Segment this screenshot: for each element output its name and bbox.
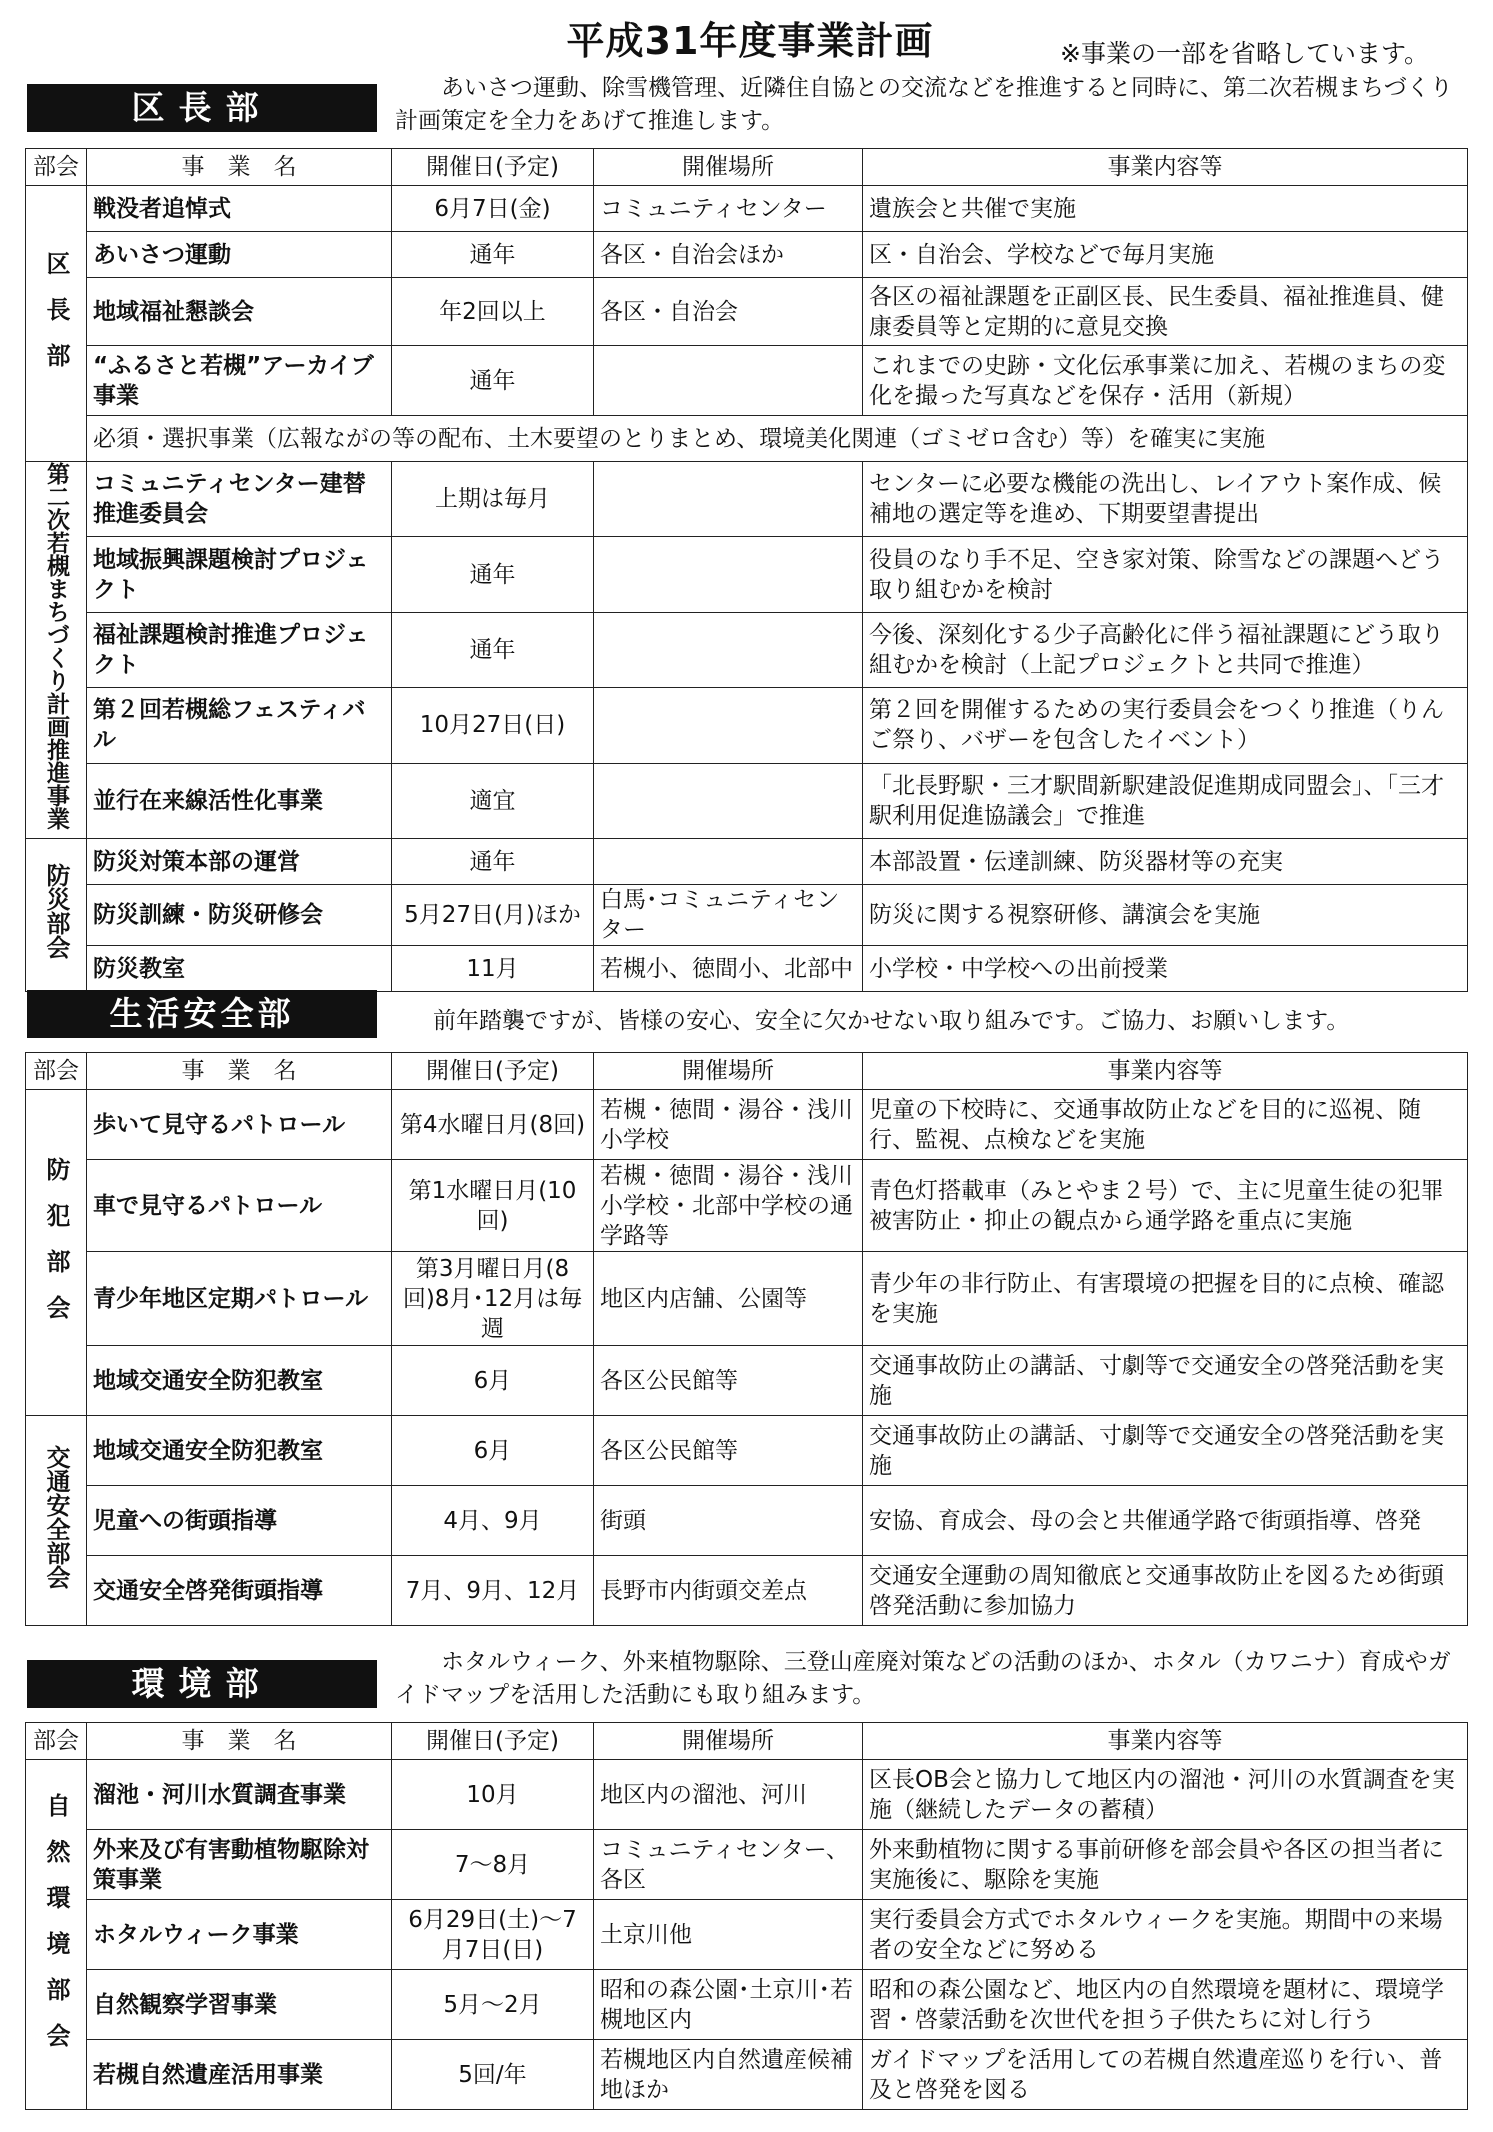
table-row xyxy=(26,688,1468,763)
event-date: 年2回以上 xyxy=(392,278,594,346)
category-cell xyxy=(26,186,87,462)
event-content: 小学校・中学校への出前授業 xyxy=(863,946,1468,992)
event-content: 本部設置・伝達訓練、防災器材等の充実 xyxy=(863,839,1468,885)
event-name: 第２回若槻総フェスティバル xyxy=(87,688,392,763)
event-place: 地区内の溜池、河川 xyxy=(594,1760,863,1830)
event-name: 福祉課題検討推進プロジェクト xyxy=(87,612,392,687)
event-date: 7月、9月、12月 xyxy=(392,1556,594,1626)
event-content: 「北長野駅・三才駅間新駅建設促進期成同盟会」、「三才駅利用促進協議会」で推進 xyxy=(863,763,1468,838)
event-place: 白馬･コミュニティセンター xyxy=(594,885,863,946)
event-place xyxy=(594,346,863,416)
event-place xyxy=(594,462,863,537)
event-name: 児童への街頭指導 xyxy=(87,1486,392,1556)
event-content: 昭和の森公園など、地区内の自然環境を題材に、環境学習・啓蒙活動を次世代を担う子供たちに対し行う xyxy=(863,1970,1468,2040)
event-content: 今後、深刻化する少子高齢化に伴う福祉課題にどう取り組むかを検討（上記プロジェクトと共同で推進） xyxy=(863,612,1468,687)
category-label: 区長部 xyxy=(42,250,70,389)
table-row xyxy=(26,1556,1468,1626)
event-date: 適宜 xyxy=(392,763,594,838)
event-content: 区・自治会、学校などで毎月実施 xyxy=(863,232,1468,278)
event-place: 若槻・徳間・湯谷・浅川小学校 xyxy=(594,1090,863,1160)
col-header-content: 事業内容等 xyxy=(863,149,1468,186)
event-place: コミュニティセンター、各区 xyxy=(594,1830,863,1900)
col-header-name: 事 業 名 xyxy=(87,1723,392,1760)
kucho-table xyxy=(25,148,1468,992)
col-header-category: 部会 xyxy=(26,149,87,186)
category-label: 自然環境部会 xyxy=(42,1792,70,2069)
event-content: これまでの史跡・文化伝承事業に加え、若槻のまちの変化を撮った写真などを保存・活用（新規） xyxy=(863,346,1468,416)
table-header-row xyxy=(26,1723,1468,1760)
col-header-place: 開催場所 xyxy=(594,149,863,186)
section-intro-seikatsu: 前年踏襲ですが、皆様の安心、安全に欠かせない取り組みです。ご協力、お願いします。 xyxy=(433,1008,1350,1034)
event-date: 10月27日(日) xyxy=(392,688,594,763)
table-row xyxy=(26,1252,1468,1346)
event-date: 5月〜2月 xyxy=(392,1970,594,2040)
col-header-category: 部会 xyxy=(26,1053,87,1090)
table-row xyxy=(26,1090,1468,1160)
category-label: 防犯部会 xyxy=(42,1156,70,1341)
event-name: 歩いて見守るパトロール xyxy=(87,1090,392,1160)
col-header-name: 事 業 名 xyxy=(87,1053,392,1090)
category-label: 防災部会 xyxy=(42,863,70,959)
table-header-row xyxy=(26,1053,1468,1090)
event-name: 外来及び有害動植物駆除対策事業 xyxy=(87,1830,392,1900)
event-place: コミュニティセンター xyxy=(594,186,863,232)
col-header-date: 開催日(予定) xyxy=(392,1723,594,1760)
section-heading-seikatsu: 生活安全部 xyxy=(27,990,377,1038)
event-content: 遺族会と共催で実施 xyxy=(863,186,1468,232)
event-name: 青少年地区定期パトロール xyxy=(87,1252,392,1346)
col-header-place: 開催場所 xyxy=(594,1053,863,1090)
event-date: 11月 xyxy=(392,946,594,992)
event-name: 並行在来線活性化事業 xyxy=(87,763,392,838)
event-place xyxy=(594,537,863,612)
table-row xyxy=(26,346,1468,416)
event-name: ホタルウィーク事業 xyxy=(87,1900,392,1970)
event-content: ガイドマップを活用しての若槻自然遺産巡りを行い、普及と啓発を図る xyxy=(863,2040,1468,2110)
event-date: 5月27日(月)ほか xyxy=(392,885,594,946)
event-content: 交通事故防止の講話、寸劇等で交通安全の啓発活動を実施 xyxy=(863,1346,1468,1416)
event-place: 若槻・徳間・湯谷・浅川小学校・北部中学校の通学路等 xyxy=(594,1160,863,1252)
event-name: 地域福祉懇談会 xyxy=(87,278,392,346)
category-cell xyxy=(26,1090,87,1416)
event-place: 若槻地区内自然遺産候補地ほか xyxy=(594,2040,863,2110)
category-cell xyxy=(26,1760,87,2110)
kankyo-table xyxy=(25,1722,1468,2110)
table-row xyxy=(26,2040,1468,2110)
event-place: 若槻小、徳間小、北部中 xyxy=(594,946,863,992)
event-place xyxy=(594,612,863,687)
category-cell xyxy=(26,462,87,839)
section-intro-kankyo: ホタルウィーク、外来植物駆除、三登山産廃対策などの活動のほか、ホタル（カワニナ）育成やガイドマップを活用した活動にも取り組みます。 xyxy=(395,1649,1451,1708)
event-place: 各区公民館等 xyxy=(594,1416,863,1486)
event-date: 5回/年 xyxy=(392,2040,594,2110)
table-row xyxy=(26,1970,1468,2040)
section-intro-kucho: あいさつ運動、除雪機管理、近隣住自協との交流などを推進すると同時に、第二次若槻まちづくり計画策定を全力をあげて推進します。 xyxy=(395,75,1453,134)
event-date: 6月 xyxy=(392,1346,594,1416)
table-row xyxy=(26,763,1468,838)
section-heading-kankyo: 環境部 xyxy=(27,1660,377,1708)
table-row xyxy=(26,1760,1468,1830)
seikatsu-table xyxy=(25,1052,1468,1626)
event-content: 防災に関する視察研修、講演会を実施 xyxy=(863,885,1468,946)
event-name: 防災教室 xyxy=(87,946,392,992)
event-date: 第4水曜日月(8回) xyxy=(392,1090,594,1160)
event-place: 土京川他 xyxy=(594,1900,863,1970)
category-cell xyxy=(26,839,87,992)
category-cell xyxy=(26,1416,87,1626)
event-date: 通年 xyxy=(392,839,594,885)
table-row xyxy=(26,885,1468,946)
event-name: 地域交通安全防犯教室 xyxy=(87,1346,392,1416)
event-name: あいさつ運動 xyxy=(87,232,392,278)
event-date: 第1水曜日月(10回) xyxy=(392,1160,594,1252)
event-date: 6月 xyxy=(392,1416,594,1486)
event-content: 区長OB会と協力して地区内の溜池・河川の水質調査を実施（継続したデータの蓄積） xyxy=(863,1760,1468,1830)
table-row-wide xyxy=(26,416,1468,462)
table-header-row xyxy=(26,149,1468,186)
event-name: 若槻自然遺産活用事業 xyxy=(87,2040,392,2110)
event-name: 地域交通安全防犯教室 xyxy=(87,1416,392,1486)
table-row xyxy=(26,1900,1468,1970)
section-heading-kucho: 区長部 xyxy=(27,84,377,132)
event-place: 各区公民館等 xyxy=(594,1346,863,1416)
event-date: 通年 xyxy=(392,232,594,278)
table-row xyxy=(26,1416,1468,1486)
page-title: 平成31年度事業計画 xyxy=(566,19,934,63)
event-date: 上期は毎月 xyxy=(392,462,594,537)
event-name: 防災訓練・防災研修会 xyxy=(87,885,392,946)
event-name: 戦没者追悼式 xyxy=(87,186,392,232)
event-name: 地域振興課題検討プロジェクト xyxy=(87,537,392,612)
col-header-content: 事業内容等 xyxy=(863,1053,1468,1090)
col-header-content: 事業内容等 xyxy=(863,1723,1468,1760)
table-row xyxy=(26,537,1468,612)
table-row xyxy=(26,1160,1468,1252)
event-date: 第3月曜日月(8回)8月･12月は毎週 xyxy=(392,1252,594,1346)
event-name: 車で見守るパトロール xyxy=(87,1160,392,1252)
event-name: コミュニティセンター建替推進委員会 xyxy=(87,462,392,537)
category-label: 交通安全部会 xyxy=(42,1444,70,1589)
col-header-place: 開催場所 xyxy=(594,1723,863,1760)
table-row xyxy=(26,1830,1468,1900)
event-place xyxy=(594,688,863,763)
table-row xyxy=(26,839,1468,885)
event-date: 6月29日(土)〜7月7日(日) xyxy=(392,1900,594,1970)
event-content: 外来動植物に関する事前研修を部会員や各区の担当者に実施後に、駆除を実施 xyxy=(863,1830,1468,1900)
event-place: 地区内店舗、公園等 xyxy=(594,1252,863,1346)
col-header-name: 事 業 名 xyxy=(87,149,392,186)
event-content: 児童の下校時に、交通事故防止などを目的に巡視、随行、監視、点検などを実施 xyxy=(863,1090,1468,1160)
col-header-date: 開催日(予定) xyxy=(392,149,594,186)
event-place xyxy=(594,763,863,838)
table-row xyxy=(26,1486,1468,1556)
table-row xyxy=(26,186,1468,232)
category-label: 第二次若槻まちづくり計画推進事業 xyxy=(43,462,69,830)
event-content: 安協、育成会、母の会と共催通学路で街頭指導、啓発 xyxy=(863,1486,1468,1556)
event-place: 昭和の森公園･土京川･若槻地区内 xyxy=(594,1970,863,2040)
event-date: 通年 xyxy=(392,537,594,612)
event-place xyxy=(594,839,863,885)
event-date: 10月 xyxy=(392,1760,594,1830)
table-row xyxy=(26,1346,1468,1416)
event-content: 各区の福祉課題を正副区長、民生委員、福祉推進員、健康委員等と定期的に意見交換 xyxy=(863,278,1468,346)
table-row xyxy=(26,232,1468,278)
event-content: 実行委員会方式でホタルウィークを実施。期間中の来場者の安全などに努める xyxy=(863,1900,1468,1970)
event-content: センターに必要な機能の洗出し、レイアウト案作成、候補地の選定等を進め、下期要望書提出 xyxy=(863,462,1468,537)
event-content: 青少年の非行防止、有害環境の把握を目的に点検、確認を実施 xyxy=(863,1252,1468,1346)
table-row xyxy=(26,462,1468,537)
event-content: 第２回を開催するための実行委員会をつくり推進（りんご祭り、バザーを包含したイベント） xyxy=(863,688,1468,763)
event-date: 4月、9月 xyxy=(392,1486,594,1556)
event-place: 各区・自治会 xyxy=(594,278,863,346)
col-header-category: 部会 xyxy=(26,1723,87,1760)
event-name: “ふるさと若槻”アーカイブ事業 xyxy=(87,346,392,416)
table-row xyxy=(26,278,1468,346)
event-content: 交通安全運動の周知徹底と交通事故防止を図るため街頭啓発活動に参加協力 xyxy=(863,1556,1468,1626)
event-content: 青色灯搭載車（みとやま２号）で、主に児童生徒の犯罪被害防止・抑止の観点から通学路を重点に実施 xyxy=(863,1160,1468,1252)
event-name: 溜池・河川水質調査事業 xyxy=(87,1760,392,1830)
event-content: 役員のなり手不足、空き家対策、除雪などの課題へどう取り組むかを検討 xyxy=(863,537,1468,612)
wide-row-text: 必須・選択事業（広報ながの等の配布、土木要望のとりまとめ、環境美化関連（ゴミゼロ含む）等）を確実に実施 xyxy=(87,416,1468,462)
table-row xyxy=(26,946,1468,992)
event-name: 防災対策本部の運営 xyxy=(87,839,392,885)
event-name: 自然観察学習事業 xyxy=(87,1970,392,2040)
event-place: 街頭 xyxy=(594,1486,863,1556)
page-note: ※事業の一部を省略しています。 xyxy=(1060,39,1429,68)
event-date: 6月7日(金) xyxy=(392,186,594,232)
event-name: 交通安全啓発街頭指導 xyxy=(87,1556,392,1626)
event-place: 長野市内街頭交差点 xyxy=(594,1556,863,1626)
event-date: 通年 xyxy=(392,346,594,416)
event-content: 交通事故防止の講話、寸劇等で交通安全の啓発活動を実施 xyxy=(863,1416,1468,1486)
event-date: 7〜8月 xyxy=(392,1830,594,1900)
table-row xyxy=(26,612,1468,687)
col-header-date: 開催日(予定) xyxy=(392,1053,594,1090)
event-place: 各区・自治会ほか xyxy=(594,232,863,278)
event-date: 通年 xyxy=(392,612,594,687)
